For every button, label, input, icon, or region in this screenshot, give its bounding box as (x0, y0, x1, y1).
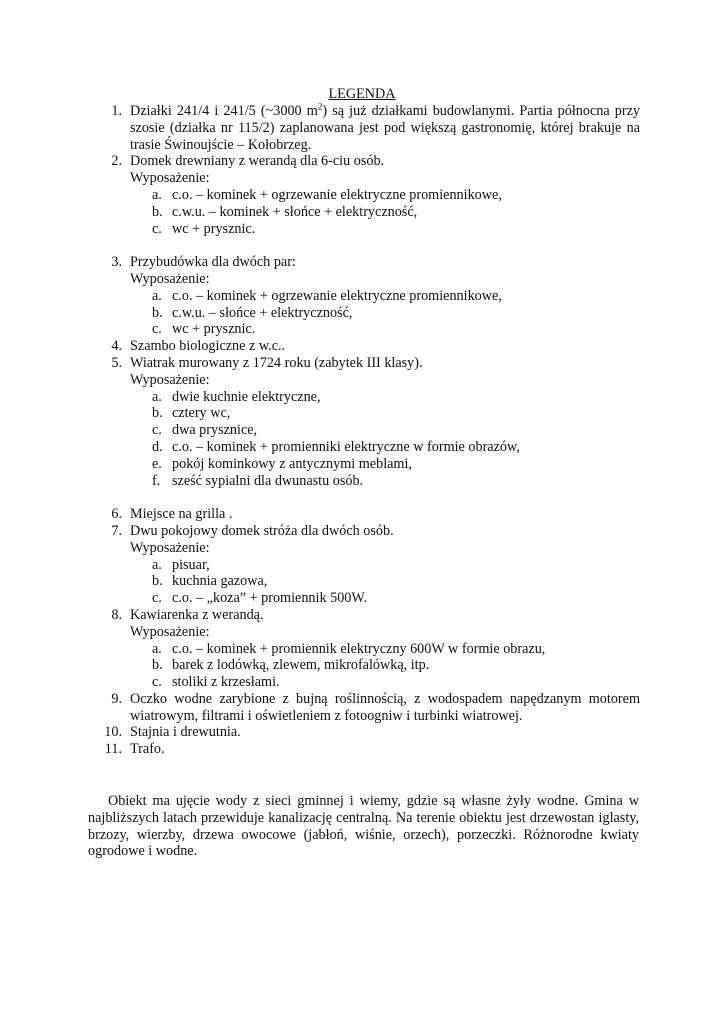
equipment-label: Wyposażenie: (130, 270, 210, 287)
item-number: 8. (111, 606, 122, 623)
sub-item: a. pisuar, (152, 556, 210, 573)
item-number: 4. (111, 338, 122, 355)
item-text: Trafo. (130, 741, 165, 758)
sub-item: b. kuchnia gazowa, (152, 573, 268, 590)
list-item (88, 355, 640, 489)
item-text: Domek drewniany z werandą dla 6-ciu osób. (130, 153, 385, 170)
list-item (88, 691, 640, 725)
item-number: 7. (111, 522, 122, 539)
spacer (88, 237, 640, 254)
item-number: 5. (111, 354, 122, 371)
item-text: Dwu pokojowy domek stróża dla dwóch osób. (130, 522, 394, 539)
item-number: 3. (111, 254, 122, 271)
sub-item: b. barek z lodówką, zlewem, mikrofalówką, itp. (152, 657, 430, 674)
item-text: Przybudówka dla dwóch par: (130, 254, 296, 271)
sub-item: d. c.o. – kominek + promienniki elektryczne w formie obrazów, (152, 438, 520, 455)
legend-list (88, 103, 640, 758)
sub-item: b. cztery wc, (152, 405, 231, 422)
item-number: 10. (104, 724, 122, 741)
description-paragraph: Obiekt ma ujęcie wody z sieci gminnej i wiemy, gdzie są własne żyły wodne. Gmina w najbliższych latach przewiduje kanalizację centralną. Na terenie obiektu jest drzewostan iglasty, brzozy, wierzby, drzewa owocowe (jabłoń, wiśnie, orzech), porzeczki. Różnorodne kwiaty ogrodowe i wodne. (88, 793, 639, 860)
sub-item: f. sześć sypialni dla dwunastu osób. (152, 472, 364, 489)
list-item (88, 607, 640, 691)
list-item (88, 523, 640, 607)
sub-item: b. c.w.u. – słońce + elektryczność, (152, 304, 353, 321)
list-item (88, 338, 640, 355)
item-text: Oczko wodne zarybione z bujną roślinnością, z wodospadem napędzanym motorem wiatrowym, filtrami i oświetleniem z fotoogniw i turbinki wiatrowej. (130, 690, 640, 724)
list-item (88, 741, 640, 758)
list-item (88, 724, 640, 741)
equipment-label: Wyposażenie: (130, 539, 210, 556)
list-item (88, 254, 640, 338)
item-text: Działki 241/4 i 241/5 (~3000 $m^2$) są już działkami budowlanymi. Partia północna przy szosie (działka nr 115/2) zaplanowana jest pod większą gastronomię, której brakuje na trasie Świnoujście – Kołobrzeg. (130, 101, 640, 153)
item-text: Miejsce na grilla . (130, 506, 233, 523)
list-item (88, 103, 640, 153)
sub-item: c. wc + prysznic. (152, 220, 256, 237)
item-text: Wiatrak murowany z 1724 roku (zabytek III klasy). (130, 354, 423, 371)
sub-item: c. wc + prysznic. (152, 321, 256, 338)
equipment-label: Wyposażenie: (130, 170, 210, 187)
item-number: 11. (104, 741, 122, 758)
item-number: 1. (111, 103, 122, 119)
item-text: Stajnia i drewutnia. (130, 724, 241, 741)
sub-item: c. c.o. – „koza” + promiennik 500W. (152, 590, 368, 607)
sub-item: c. dwa prysznice, (152, 422, 258, 439)
sub-item: b. c.w.u. – kominek + słońce + elektryczność, (152, 203, 418, 220)
sub-item: c. stoliki z krzesłami. (152, 674, 280, 691)
sub-item: a. dwie kuchnie elektryczne, (152, 388, 321, 405)
item-text: Kawiarenka z werandą. (130, 606, 264, 623)
equipment-label: Wyposażenie: (130, 371, 210, 388)
document-title: LEGENDA (328, 86, 396, 102)
sub-item: a. c.o. – kominek + ogrzewanie elektryczne promiennikowe, (152, 186, 502, 203)
sub-item: a. c.o. – kominek + ogrzewanie elektryczne promiennikowe, (152, 287, 502, 304)
sub-item: a. c.o. – kominek + promiennik elektryczny 600W w formie obrazu, (152, 640, 546, 657)
equipment-label: Wyposażenie: (130, 623, 210, 640)
item-text: Szambo biologiczne z w.c.. (130, 338, 286, 355)
item-number: 6. (111, 506, 122, 523)
superscript: 2 (317, 101, 323, 112)
item-number: 9. (111, 690, 122, 707)
item-number: 2. (111, 153, 122, 170)
spacer (88, 489, 640, 506)
sub-item: e. pokój kominkowy z antycznymi meblami, (152, 455, 412, 472)
list-item (88, 153, 640, 237)
list-item (88, 506, 640, 523)
